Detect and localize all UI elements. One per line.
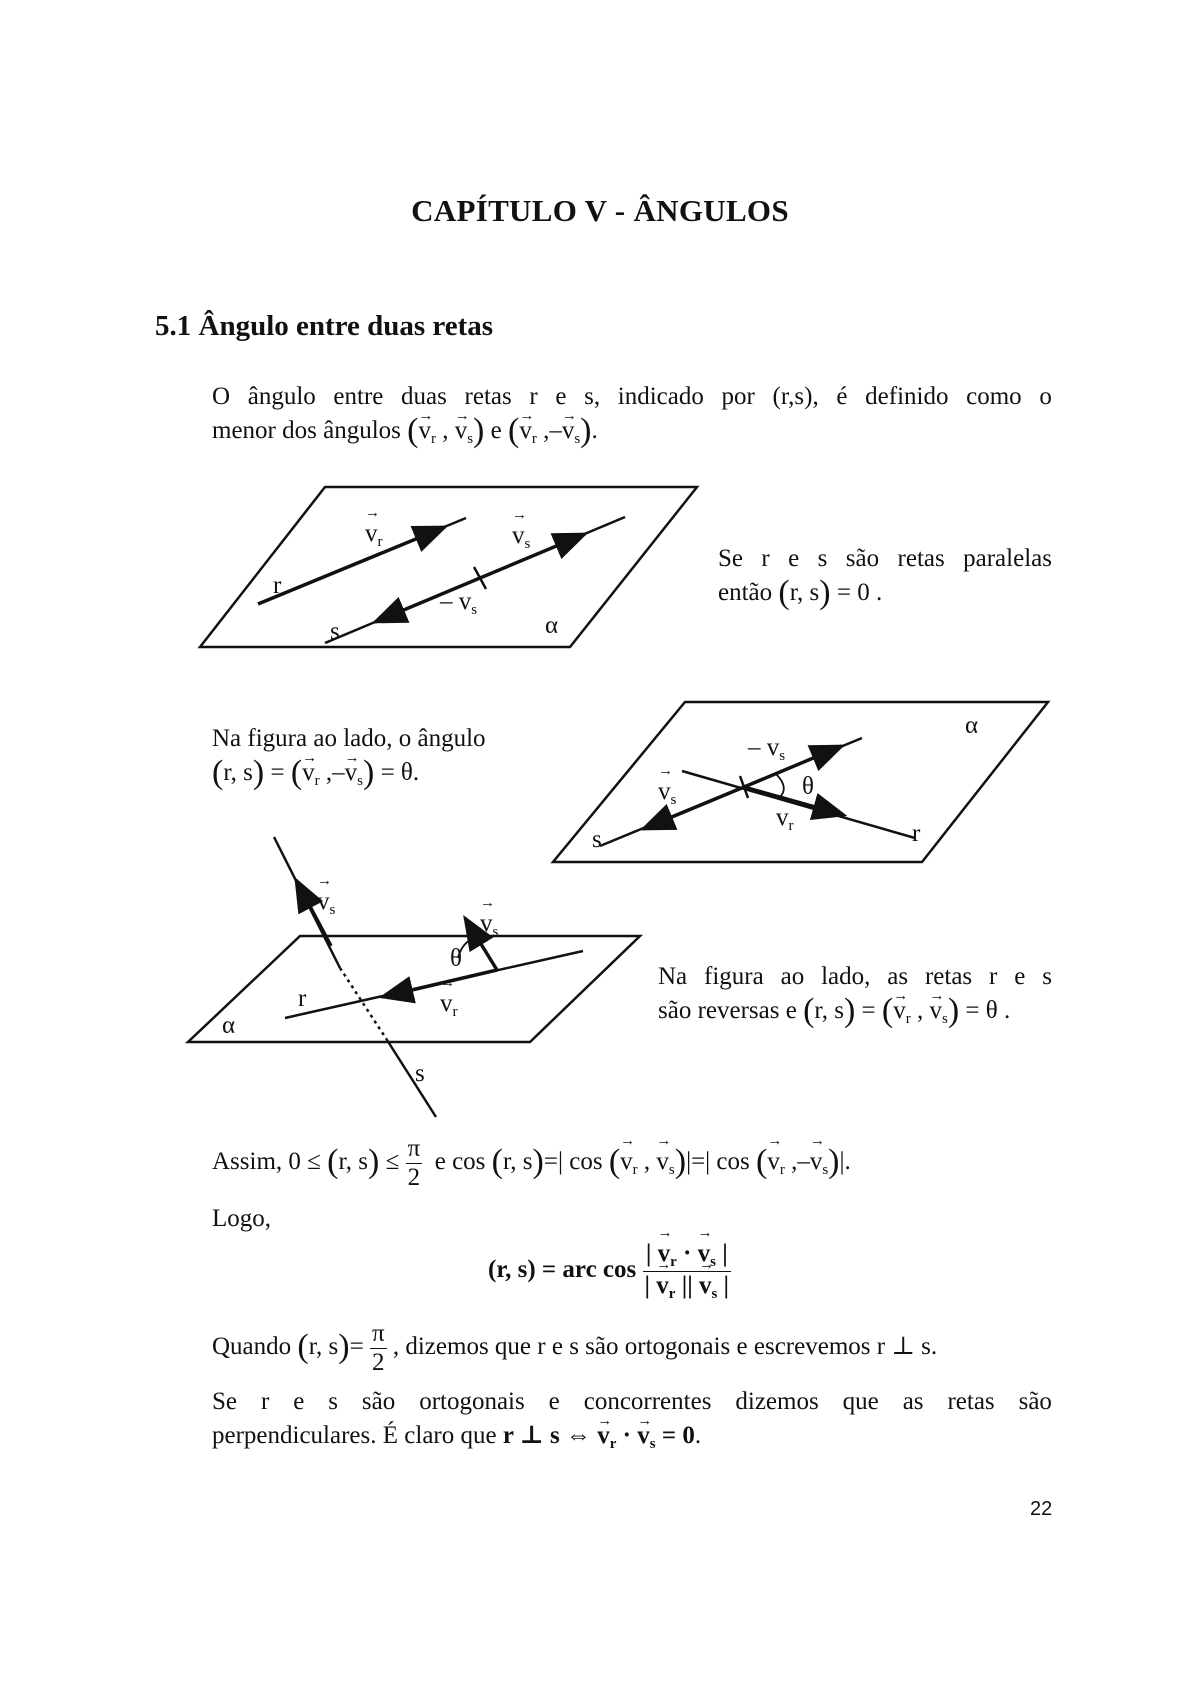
ortho-word: ortogonais — [419, 1388, 525, 1415]
ortho-word: retas — [947, 1388, 995, 1415]
fig2-label-minus-vs: – $v_s$ — [748, 734, 786, 764]
fig1-label-vs: → $v_s$ — [512, 522, 530, 553]
fig3-label-vr: → $v_r$ — [440, 990, 458, 1021]
fig2-label-r: r — [912, 820, 921, 847]
fig3-caption-word: lado, — [821, 963, 871, 990]
fig3-label-theta: θ — [450, 945, 462, 972]
intro-word: O — [212, 383, 231, 410]
ortho-word: r — [260, 1388, 270, 1415]
fig3-label-s: s — [415, 1060, 425, 1087]
fig3-caption-word: r — [989, 963, 998, 990]
intro-word: indicado — [617, 383, 704, 410]
fig1-caption-word: são — [845, 545, 880, 572]
intro-word: ângulo — [247, 383, 316, 410]
figure-3-skew-lines — [188, 837, 640, 1117]
formula-lhs: (r, s) = arc cos — [488, 1256, 637, 1284]
intro-word: definido — [865, 383, 949, 410]
fig1-caption-word: e — [788, 545, 800, 572]
fig3-label-r: r — [298, 985, 307, 1012]
intro-word: entre — [333, 383, 384, 410]
section-title: 5.1 Ângulo entre duas retas — [155, 310, 494, 342]
assim-line: Assim, 0 ≤ (r, s) ≤ $\frac{\pi}{2}$ e cos (r, s)=| cos (→ $v_r$ , → $v_s)|=|$ cos (→ $v_r$ ,–→ $v_s)|$. — [212, 1135, 851, 1192]
fig3-caption-line-1 — [658, 960, 1052, 994]
fig3-caption — [658, 960, 1052, 1036]
fig1-caption-word: s — [817, 545, 828, 572]
fig3-caption-line-2: são reversas e (r, s) = (→ $v_r$ , → $v_s) = \theta$ . — [658, 994, 1052, 1036]
ortho-paragraph — [212, 1385, 1052, 1461]
fig2-caption-line-2: (r, s) = (→ $v_r$ ,–→ $v_s) = \theta$. — [212, 756, 552, 798]
perp-notation: r ⊥ s. — [876, 1333, 938, 1361]
intro-word: como — [966, 383, 1022, 410]
assim-e: e — [434, 1148, 446, 1176]
vector-vs-1 — [480, 534, 585, 578]
ortho-line-2-text: perpendiculares. É claro que — [212, 1422, 497, 1449]
ortho-word: e — [293, 1388, 305, 1415]
fig1-label-vr: → $v_r$ — [365, 520, 383, 551]
fig3-caption-word: retas — [924, 963, 973, 990]
fig3-caption-word: as — [887, 963, 909, 990]
vector-vr-2 — [744, 787, 844, 815]
fig2-label-s: s — [592, 826, 602, 853]
fig1-caption-word: Se — [718, 545, 743, 572]
assim-label: Assim, — [212, 1148, 283, 1176]
ortho-word: e — [548, 1388, 560, 1415]
line-s-lower-3 — [387, 1040, 436, 1117]
quando-line: Quando (r, s)= $\frac{\pi}{2}$ , dizemos que r e s são ortogonais e escrevemos r ⊥ s. — [212, 1320, 938, 1376]
fig3-caption-word: e — [1014, 963, 1026, 990]
fig2-label-vs: → $v_s$ — [658, 778, 676, 809]
fig3-label-vs-upper: → $v_s$ — [317, 888, 335, 919]
intro-word: retas — [464, 383, 512, 410]
intro-word: r — [529, 383, 538, 410]
fig2-label-theta: θ — [802, 773, 814, 800]
fig2-caption-line-1: Na figura ao lado, o ângulo — [212, 725, 486, 752]
fig1-caption-word: r — [761, 545, 770, 572]
fig3-label-vs-plane: → $v_s$ — [480, 910, 498, 941]
ortho-word: Se — [212, 1388, 237, 1415]
fig1-label-r: r — [273, 572, 282, 599]
quando-label: Quando — [212, 1333, 292, 1361]
fig1-caption-line-2: então (r, s) = 0 . — [718, 574, 883, 611]
quando-rest: , dizemos que r e s são ortogonais e escrevemos — [392, 1333, 871, 1361]
intro-word: é — [836, 383, 848, 410]
ortho-word: dizemos — [735, 1388, 819, 1415]
fig3-caption-word: Na — [658, 963, 688, 990]
plane-alpha-1 — [200, 487, 697, 647]
intro-word: duas — [401, 383, 447, 410]
fig1-caption-word: paralelas — [963, 545, 1052, 572]
intro-word: e — [555, 383, 567, 410]
ortho-word: são — [361, 1388, 396, 1415]
ortho-word: são — [1018, 1388, 1052, 1415]
fig3-caption-word: s — [1042, 963, 1052, 990]
fig1-caption — [718, 542, 1052, 610]
figure-1-parallel-lines — [200, 487, 697, 647]
intro-word: o — [1039, 383, 1052, 410]
fig1-label-alpha: α — [545, 612, 559, 639]
fig2-caption — [212, 722, 552, 798]
fig2-label-alpha: α — [965, 712, 979, 739]
intro-line-2: menor dos ângulos (→ $v_r$ , → $v_s$) e (→ $v_r$ ,–→ $v_s$). — [212, 414, 1052, 456]
intro-line-2-prefix: menor dos ângulos — [212, 417, 401, 444]
chapter-title: CAPÍTULO V - ÂNGULOS — [411, 193, 789, 228]
page-number: 22 — [1030, 1498, 1053, 1520]
intro-word: (r,s), — [772, 383, 819, 410]
logo-label: Logo, — [212, 1205, 272, 1232]
ortho-word: que — [842, 1388, 879, 1415]
ortho-word: as — [902, 1388, 924, 1415]
fig2-label-vr: → $v_r$ — [776, 804, 794, 835]
ortho-word: concorrentes — [583, 1388, 712, 1415]
fig3-label-alpha: α — [222, 1012, 236, 1039]
ortho-line-2: perpendiculares. É claro que r ⊥ s ⇔ → $v_r$ · → $v_s = 0$. — [212, 1419, 1052, 1461]
line-r-2 — [682, 771, 915, 838]
fig3-caption-word: ao — [780, 963, 805, 990]
fig1-caption-word: retas — [897, 545, 945, 572]
intro-line-2-middle: e — [490, 417, 502, 444]
intro-word: s, — [584, 383, 601, 410]
ortho-line-1 — [212, 1385, 1052, 1419]
intro-word: por — [721, 383, 755, 410]
fig3-caption-word: figura — [704, 963, 764, 990]
fig1-caption-line-1 — [718, 542, 1052, 576]
fig1-label-minus-vs: – $v_s$ — [440, 588, 478, 618]
angle-formula: (r, s) = arc cos $\frac{| \to v_r \cdot \to v_s |}{| \to v_r || \to v_s |}$ — [488, 1240, 731, 1303]
fig1-label-s: s — [330, 618, 340, 645]
ortho-word: s — [328, 1388, 338, 1415]
